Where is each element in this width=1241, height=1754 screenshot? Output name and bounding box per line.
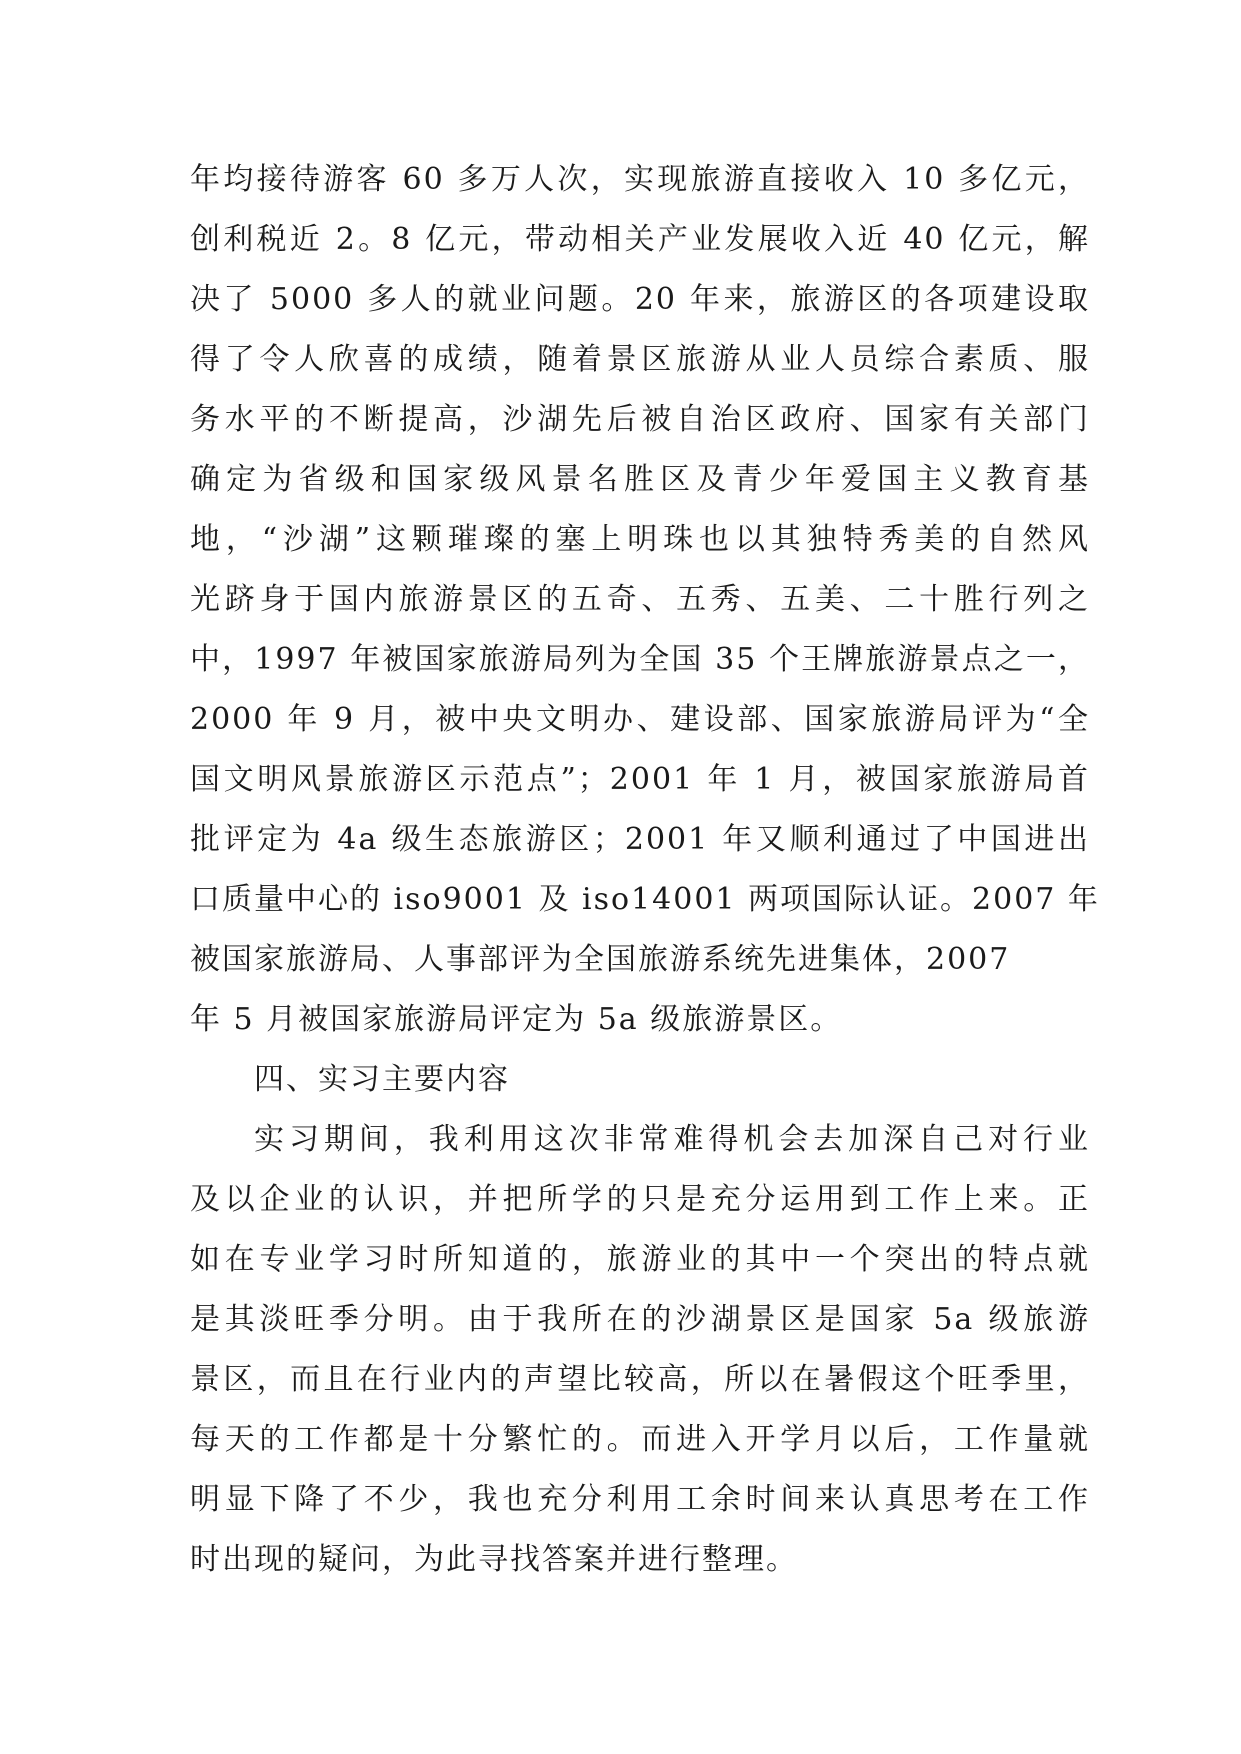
text-line: 确定为省级和国家级风景名胜区及青少年爱国主义教育基 [190,462,1090,497]
text-line: 批评定为 4a 级生态旅游区；2001 年又顺利通过了中国进出 [190,822,1090,857]
text-line: 明显下降了不少，我也充分利用工余时间来认真思考在工作 [190,1482,1090,1517]
text-line: 2000 年 9 月，被中央文明办、建设部、国家旅游局评为“全 [190,702,1090,737]
text-line: 口质量中心的 iso9001 及 iso14001 两项国际认证。2007 年 [190,882,1100,917]
section-heading: 四、实习主要内容 [254,1062,510,1097]
text-line: 国文明风景旅游区示范点”；2001 年 1 月，被国家旅游局首 [190,762,1090,797]
text-line: 是其淡旺季分明。由于我所在的沙湖景区是国家 5a 级旅游 [190,1302,1090,1337]
body-text [190,150,1100,1590]
text-line: 年 5 月被国家旅游局评定为 5a 级旅游景区。 [190,1002,843,1037]
text-line: 时出现的疑问，为此寻找答案并进行整理。 [190,1542,798,1577]
text-line: 决了 5000 多人的就业问题。20 年来，旅游区的各项建设取 [190,282,1090,317]
text-line: 光跻身于国内旅游景区的五奇、五秀、五美、二十胜行列之 [190,582,1090,617]
text-line: 及以企业的认识，并把所学的只是充分运用到工作上来。正 [190,1182,1090,1217]
text-line: 景区，而且在行业内的声望比较高，所以在暑假这个旺季里， [190,1362,1090,1397]
text-line: 如在专业学习时所知道的，旅游业的其中一个突出的特点就 [190,1242,1090,1277]
text-line: 年均接待游客 60 多万人次，实现旅游直接收入 10 多亿元， [190,162,1090,197]
text-line: 中，1997 年被国家旅游局列为全国 35 个王牌旅游景点之一， [190,642,1090,677]
text-line: 地，“沙湖”这颗璀璨的塞上明珠也以其独特秀美的自然风 [190,522,1090,557]
text-line: 得了令人欣喜的成绩，随着景区旅游从业人员综合素质、服 [190,342,1090,377]
text-line: 创利税近 2。8 亿元，带动相关产业发展收入近 40 亿元，解 [190,222,1090,257]
text-line: 实习期间，我利用这次非常难得机会去加深自己对行业 [254,1122,1090,1157]
text-line: 每天的工作都是十分繁忙的。而进入开学月以后，工作量就 [190,1422,1090,1457]
text-line: 务水平的不断提高，沙湖先后被自治区政府、国家有关部门 [190,402,1090,437]
text-line: 被国家旅游局、人事部评为全国旅游系统先进集体，2007 [190,942,1011,977]
